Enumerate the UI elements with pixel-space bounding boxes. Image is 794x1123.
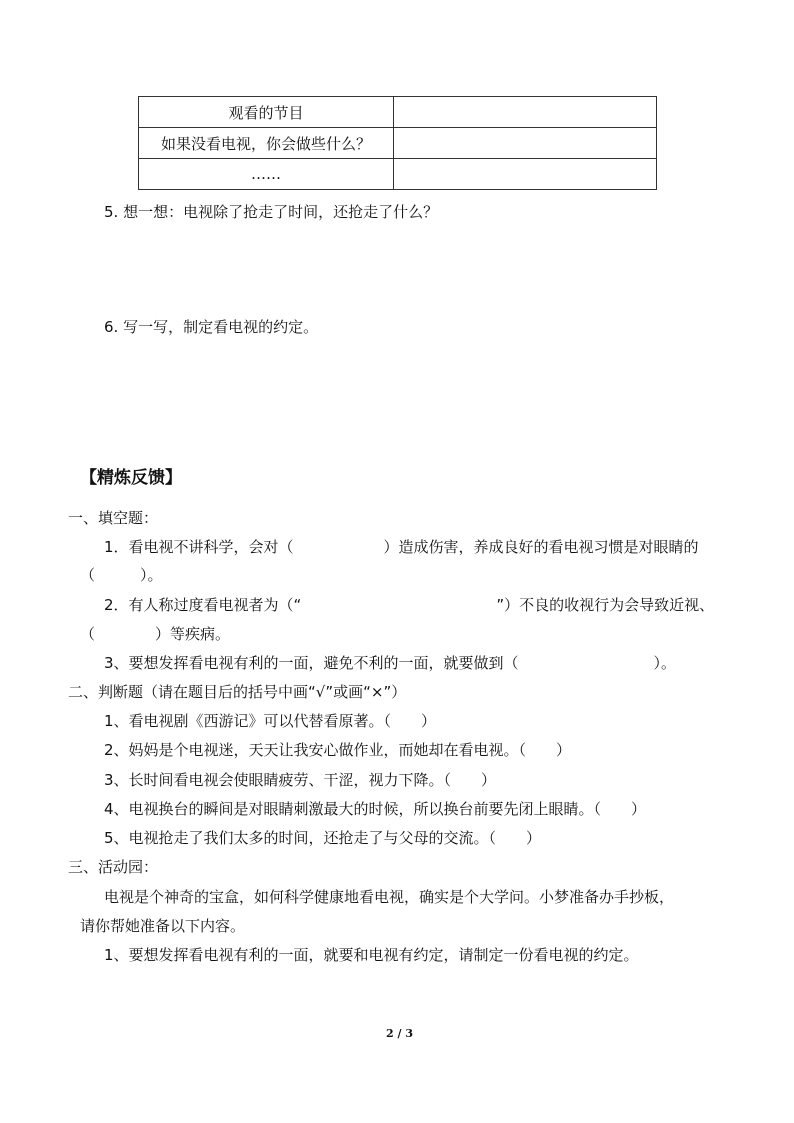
- table-cell-answer: [394, 159, 657, 190]
- tv-table: [138, 96, 657, 190]
- judge-item-3: 3、长时间看电视会使眼睛疲劳、干涩，视力下降。（ ）: [104, 771, 497, 789]
- table-cell-label: 如果没看电视，你会做些什么？: [139, 128, 394, 159]
- fill-item-2-line2: （ ）等疾病。: [80, 625, 231, 643]
- question-6: 6. 写一写，制定看电视的约定。: [104, 318, 319, 336]
- table-row: [139, 128, 657, 159]
- section-heading: 【精炼反馈】: [80, 468, 182, 488]
- judge-item-4: 4、电视换台的瞬间是对眼睛刺激最大的时候，所以换台前要先闭上眼睛。（ ）: [104, 800, 647, 818]
- part-2-title: 二、判断题（请在题目后的括号中画“√”或画“×”）: [68, 683, 407, 701]
- activity-intro-line1: 电视是个神奇的宝盒，如何科学健康地看电视，确实是个大学问。小梦准备办手抄板，: [104, 888, 675, 906]
- table-cell-label: ……: [139, 159, 394, 190]
- part-1-title: 一、填空题：: [68, 509, 159, 527]
- judge-item-1: 1、看电视剧《西游记》可以代替看原著。（ ）: [104, 712, 437, 730]
- table-row: [139, 159, 657, 190]
- fill-item-2-line1: 2．有人称过度看电视者为（“ ”）不良的收视行为会导致近视、: [104, 596, 715, 614]
- activity-item-1: 1、要想发挥看电视有利的一面，就要和电视有约定，请制定一份看电视的约定。: [104, 946, 639, 964]
- table-cell-answer: [394, 97, 657, 128]
- fill-item-1-line2: （ ）。: [80, 566, 163, 584]
- page-number: 2 / 3: [386, 1027, 413, 1040]
- question-5: 5. 想一想：电视除了抢走了时间，还抢走了什么？: [104, 203, 439, 221]
- part-3-title: 三、活动园：: [68, 858, 159, 876]
- judge-item-2: 2、妈妈是个电视迷，天天让我安心做作业，而她却在看电视。（ ）: [104, 741, 572, 759]
- table-cell-label: 观看的节目: [139, 97, 394, 128]
- fill-item-1-line1: 1．看电视不讲科学，会对（ ）造成伤害，养成良好的看电视习惯是对眼睛的: [104, 538, 699, 556]
- table-cell-answer: [394, 128, 657, 159]
- table-row: [139, 97, 657, 128]
- judge-item-5: 5、电视抢走了我们太多的时间，还抢走了与父母的交流。（ ）: [104, 829, 542, 847]
- activity-intro-line2: 请你帮她准备以下内容。: [80, 917, 246, 935]
- fill-item-3: 3、要想发挥看电视有利的一面，避免不利的一面，就要做到（ ）。: [104, 654, 677, 672]
